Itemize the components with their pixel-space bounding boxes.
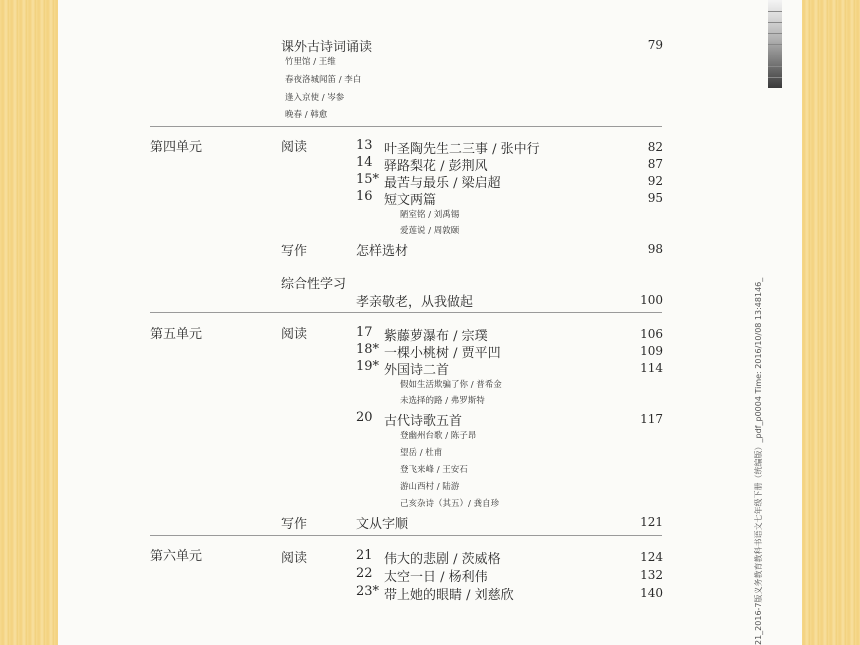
toc-item-title: 伟大的悲剧 / 茨威格 [384,552,501,567]
toc-page-number: 98 [647,242,663,256]
toc-page-number: 124 [640,550,663,564]
section-divider [150,126,662,127]
toc-page-number: 140 [640,586,663,600]
toc-subitem: 登飞来峰 / 王安石 [400,465,468,475]
writing-label: 写作 [281,244,308,259]
reading-label: 阅读 [281,327,308,342]
toc-item-title: 短文两篇 [384,193,437,208]
toc-subitem: 爱莲说 / 周敦颐 [400,226,460,236]
toc-subitem: 竹里馆 / 王维 [285,57,336,67]
comprehensive-label: 综合性学习 [281,277,347,292]
left-background-strip [0,0,58,645]
toc-subitem: 游山西村 / 陆游 [400,482,460,492]
reading-label: 阅读 [281,140,308,155]
toc-item-number: 13 [356,138,373,153]
toc-page-number: 132 [640,568,663,582]
toc-item-title: 孝亲敬老，从我做起 [356,295,474,310]
toc-item-title: 驿路梨花 / 彭荆风 [384,159,488,174]
reading-label: 阅读 [281,551,308,566]
toc-page-number: 117 [640,412,663,426]
gray-scale-calibration-bar [768,0,782,88]
toc-item-number: 20 [356,410,373,425]
toc-item-title: 古代诗歌五首 [384,414,463,429]
toc-subitem: 晚春 / 韩愈 [285,110,328,120]
toc-item-number: 21 [356,548,373,563]
toc-subitem: 未选择的路 / 弗罗斯特 [400,396,485,406]
toc-subitem: 春夜洛城闻笛 / 李白 [285,75,362,85]
right-background-strip [802,0,860,645]
toc-page-number: 92 [647,174,663,188]
toc-item-number: 17 [356,325,373,340]
toc-item-title: 叶圣陶先生二三事 / 张中行 [384,142,540,157]
toc-item-number: 18* [356,342,380,357]
toc-item-number: 14 [356,155,373,170]
section-divider [150,312,662,313]
toc-page-number: 100 [640,293,663,307]
toc-subitem: 登幽州台歌 / 陈子昂 [400,431,477,441]
section-divider [150,535,662,536]
toc-item-title: 怎样选材 [356,244,409,259]
toc-subitem: 己亥杂诗（其五）/ 龚自珍 [400,499,500,509]
toc-page-number: 82 [647,140,663,154]
unit-title: 第五单元 [150,327,203,342]
toc-item-number: 16 [356,189,373,204]
scan-metadata-text: 21_2016-7版义务教育教科书语文七年级下册（统编版）_pdf_p0004 Time: 2016/10/08 13:48146_ [754,277,763,645]
toc-page-number: 114 [640,361,663,375]
toc-page-number: 79 [647,38,663,52]
toc-item-title: 外国诗二首 [384,363,450,378]
toc-item-title: 一棵小桃树 / 贾平凹 [384,346,501,361]
toc-item-title: 紫藤萝瀑布 / 宗璞 [384,329,488,344]
toc-item-number: 15* [356,172,380,187]
toc-page-number: 87 [647,157,663,171]
toc-subitem: 逢入京使 / 岑参 [285,93,345,103]
toc-page [58,0,802,645]
toc-item-number: 23* [356,584,380,599]
toc-page-number: 106 [640,327,663,341]
toc-item-title: 最苦与最乐 / 梁启超 [384,176,501,191]
toc-page-number: 121 [640,515,663,529]
writing-label: 写作 [281,517,308,532]
toc-page-number: 109 [640,344,663,358]
toc-page-number: 95 [647,191,663,205]
toc-item-number: 22 [356,566,373,581]
toc-heading: 课外古诗词诵读 [281,40,373,55]
toc-item-title: 文从字顺 [356,517,409,532]
toc-subitem: 陋室铭 / 刘禹锡 [400,210,460,220]
toc-subitem: 假如生活欺骗了你 / 普希金 [400,380,502,390]
toc-subitem: 望岳 / 杜甫 [400,448,443,458]
toc-item-title: 太空一日 / 杨利伟 [384,570,488,585]
unit-title: 第六单元 [150,549,203,564]
toc-item-title: 带上她的眼睛 / 刘慈欣 [384,588,514,603]
unit-title: 第四单元 [150,140,203,155]
toc-item-number: 19* [356,359,380,374]
